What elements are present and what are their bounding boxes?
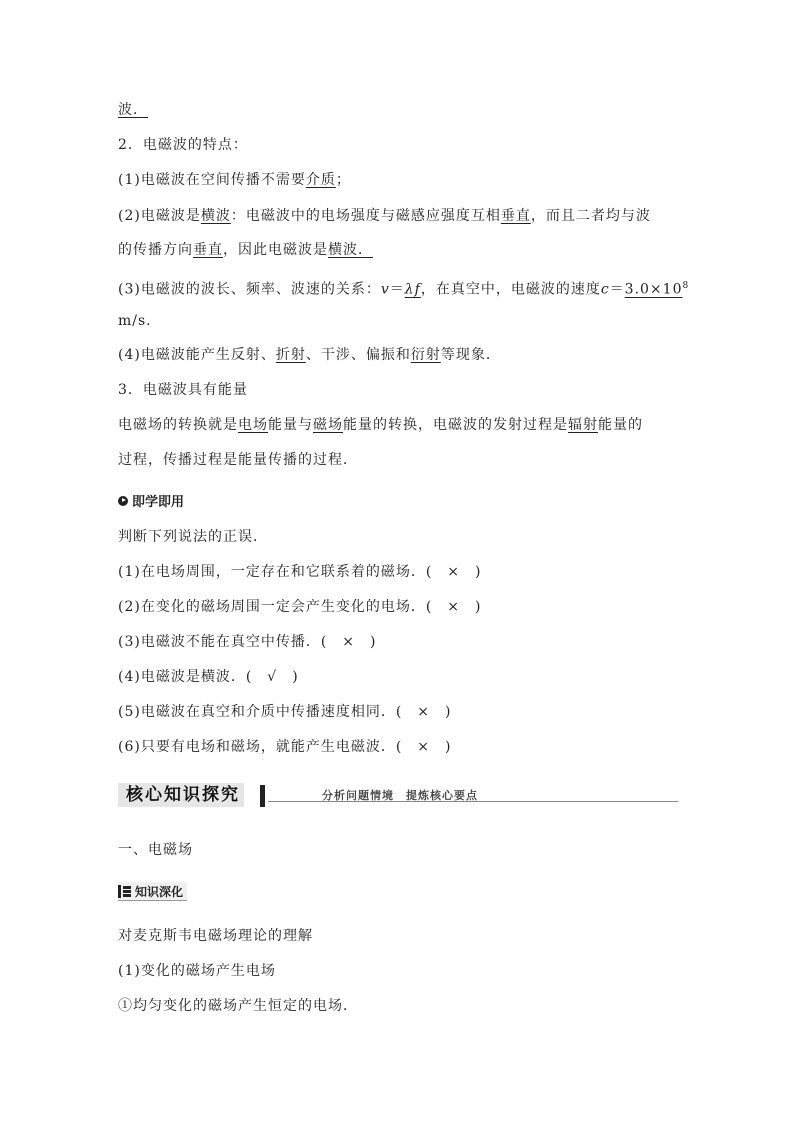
text-line: 过程，传播过程是能量传播的过程． [118, 452, 358, 468]
text-line: (1)变化的磁场产生电场 [118, 963, 276, 979]
text-line: 电磁场的转换就是电场能量与磁场能量的转换，电磁波的发射过程是辐射能量的 [118, 417, 643, 433]
bars-icon [118, 885, 131, 898]
text-line: ①均匀变化的磁场产生恒定的电场． [118, 998, 358, 1014]
text-line: (2)电磁波是横波：电磁波中的电场强度与磁感应强度互相垂直，而且二者均与波 [118, 208, 651, 224]
heading-em-field: 一、电磁场 [118, 842, 193, 858]
banner-bar [260, 785, 265, 807]
text-line: 波． [118, 102, 148, 118]
banner-title: 核心知识探究 [118, 783, 244, 807]
question-item: (6)只要有电场和磁场，就能产生电磁波．( × ) [118, 739, 452, 755]
text-line: 判断下列说法的正误． [118, 529, 268, 545]
heading-features: 2．电磁波的特点： [118, 137, 248, 153]
section-banner [118, 783, 678, 807]
banner-subtitle: 分析问题情境 提炼核心要点 [322, 789, 478, 802]
section-head-deepen: 知识深化 [118, 882, 187, 901]
text-line: m/s. [118, 313, 152, 329]
question-item: (5)电磁波在真空和介质中传播速度相同．( × ) [118, 704, 452, 720]
text-line: (1)电磁波在空间传播不需要介质； [118, 172, 351, 188]
text-line: (4)电磁波能产生反射、折射、干涉、偏振和衍射等现象． [118, 347, 501, 363]
heading-energy: 3．电磁波具有能量 [118, 382, 248, 398]
text-line: 的传播方向垂直，因此电磁波是横波． [118, 242, 373, 258]
text-line: (3)电磁波的波长、频率、波速的关系：v＝λf，在真空中，电磁波的速度$c=3.0\times 10^8$ [118, 281, 690, 298]
play-circle-icon [118, 496, 128, 506]
question-item: (2)在变化的磁场周围一定会产生变化的电场．( × ) [118, 599, 482, 615]
question-item: (4)电磁波是横波．( √ ) [118, 669, 299, 685]
question-item: (1)在电场周围，一定存在和它联系着的磁场．( × ) [118, 564, 482, 580]
question-item: (3)电磁波不能在真空中传播．( × ) [118, 634, 377, 650]
section-head-practice: 即学即用 [118, 491, 184, 510]
text-line: 对麦克斯韦电磁场理论的理解 [118, 928, 313, 944]
